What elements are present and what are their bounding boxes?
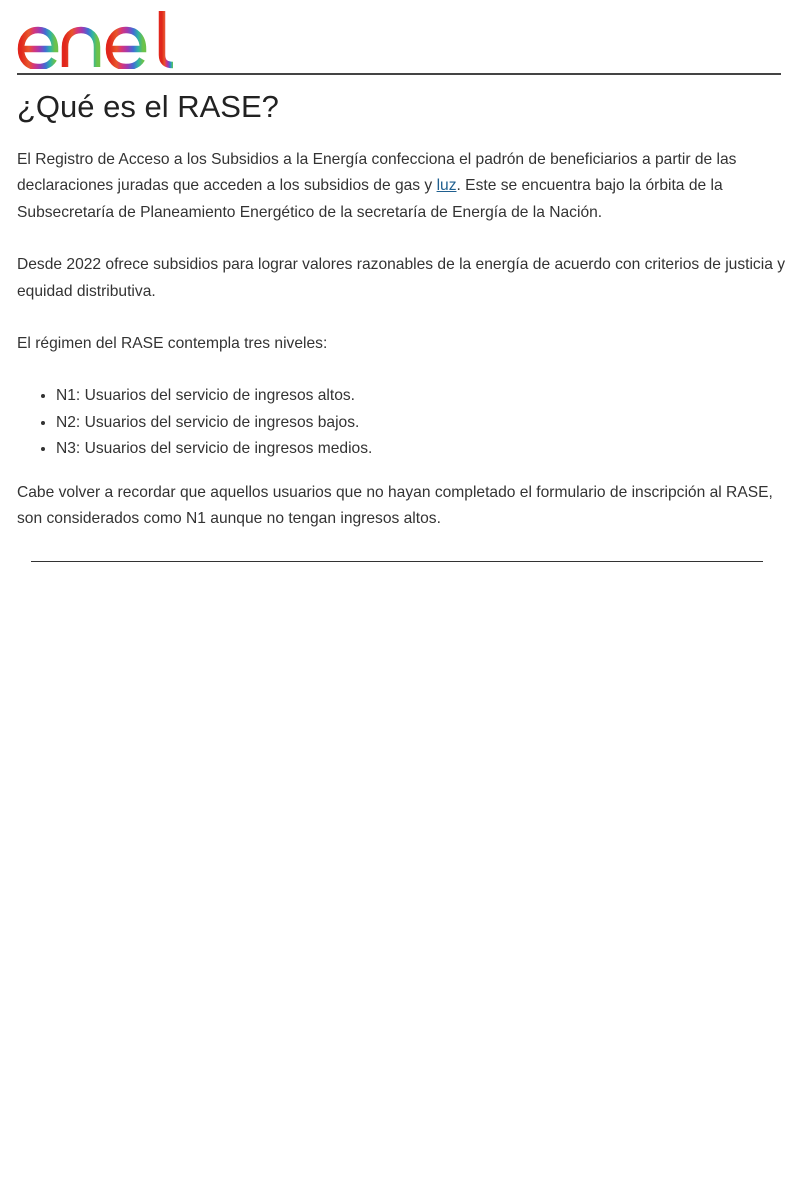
enel-logo-mark [16,9,178,69]
intro-paragraph [17,147,795,226]
article-body [17,82,795,532]
footer-divider [31,561,763,562]
levels-list [17,383,795,462]
page-title: ¿Qué es el RASE? [17,89,279,124]
intro-text-after-link: . Este se encuentra bajo la órbita de la Subsecretaría de Planeamiento Energético de la secretaría de Energía de la Nación. [17,177,723,221]
intro-text-before-link: El Registro de Acceso a los Subsidios a la Energía confecciona el padrón de beneficiarios a partir de las declaraciones juradas que acceden a los subsidios de gas y [17,151,737,195]
enel-logo[interactable] [16,9,178,69]
closing-paragraph: Cabe volver a recordar que aquellos usuarios que no hayan completado el formulario de inscripción al RASE, son considerados como N1 aunque no tengan ingresos altos. [17,483,773,528]
list-item-n1: • N1: Usuarios del servicio de ingresos altos. [56,383,795,409]
levels-intro-paragraph: El régimen del RASE contempla tres niveles: [17,335,328,353]
list-item-n2: • N2: Usuarios del servicio de ingresos bajos. [56,410,795,436]
luz-link[interactable]: luz [436,177,457,195]
list-item-n3: • N3: Usuarios del servicio de ingresos medios. [56,436,795,462]
header-divider [17,73,781,75]
subsidy-paragraph: Desde 2022 ofrece subsidios para lograr valores razonables de la energía de acuerdo con criterios de justicia y equidad distributiva. [17,256,785,300]
